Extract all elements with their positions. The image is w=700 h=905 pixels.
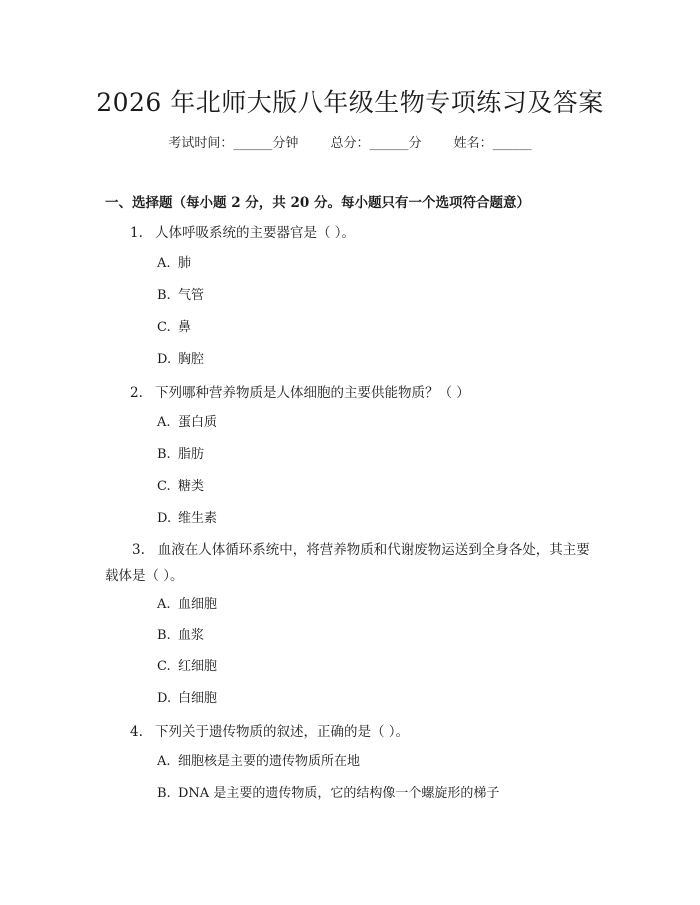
question-number: 3. [132,542,145,558]
option-letter: B. [157,628,171,643]
option-text: 维生素 [178,511,218,526]
option-letter: B. [157,447,171,462]
exam-time-field: 考试时间：______分钟 [168,136,299,151]
option-text: 白细胞 [178,691,218,706]
question-3 [105,537,600,589]
option-1d [157,350,204,370]
option-2c [157,477,204,497]
option-letter: C. [157,479,171,494]
option-3b [157,626,204,646]
option-text: 鼻 [178,320,192,335]
option-letter: D. [157,352,172,367]
question-1 [130,220,355,246]
question-4 [130,719,409,745]
option-4a [157,752,360,772]
option-1b [157,286,204,306]
question-text: 下列关于遗传物质的叙述，正确的是（ ）。 [155,724,410,740]
option-letter: A. [157,597,171,612]
option-2b [157,445,204,465]
option-text: 胸腔 [178,352,205,367]
option-3c [157,657,217,677]
option-text: 细胞核是主要的遗传物质所在地 [178,754,361,769]
option-text: 气管 [178,288,205,303]
option-letter: C. [157,320,171,335]
option-letter: A. [157,415,171,430]
option-4b [157,784,499,804]
option-text: 红细胞 [178,659,218,674]
option-letter: D. [157,511,172,526]
question-number: 1. [130,225,143,241]
option-2a [157,413,217,433]
option-text: 蛋白质 [178,415,218,430]
option-3a [157,595,217,615]
option-text: 血细胞 [178,597,218,612]
option-text: DNA 是主要的遗传物质，它的结构像一个螺旋形的梯子 [178,786,500,801]
question-text: 血液在人体循环系统中，将营养物质和代谢废物运送到全身各处，其主要载体是（ ）。 [105,542,590,584]
option-text: 肺 [178,256,192,271]
option-letter: A. [157,754,171,769]
question-number: 4. [130,724,143,740]
page-title: 2026 年北师大版八年级生物专项练习及答案 [96,88,604,117]
question-text: 人体呼吸系统的主要器官是（ ）。 [155,225,356,241]
option-text: 血浆 [178,628,205,643]
option-text: 糖类 [178,479,205,494]
section-heading: 一、选择题（每小题 2 分，共 20 分。每小题只有一个选项符合题意） [105,195,530,211]
question-number: 2. [130,385,143,401]
question-2 [130,380,470,406]
question-text: 下列哪种营养物质是人体细胞的主要供能物质？（ ） [155,385,470,401]
option-letter: C. [157,659,171,674]
option-text: 脂肪 [178,447,205,462]
option-3d [157,689,217,709]
student-name-field: 姓名：______ [453,136,532,151]
option-1c [157,318,191,338]
exam-info-line [0,132,700,151]
option-letter: B. [157,786,171,801]
option-2d [157,509,217,529]
option-letter: D. [157,691,172,706]
total-score-field: 总分：______分 [330,136,422,151]
option-letter: A. [157,256,171,271]
option-letter: B. [157,288,171,303]
option-1a [157,254,191,274]
